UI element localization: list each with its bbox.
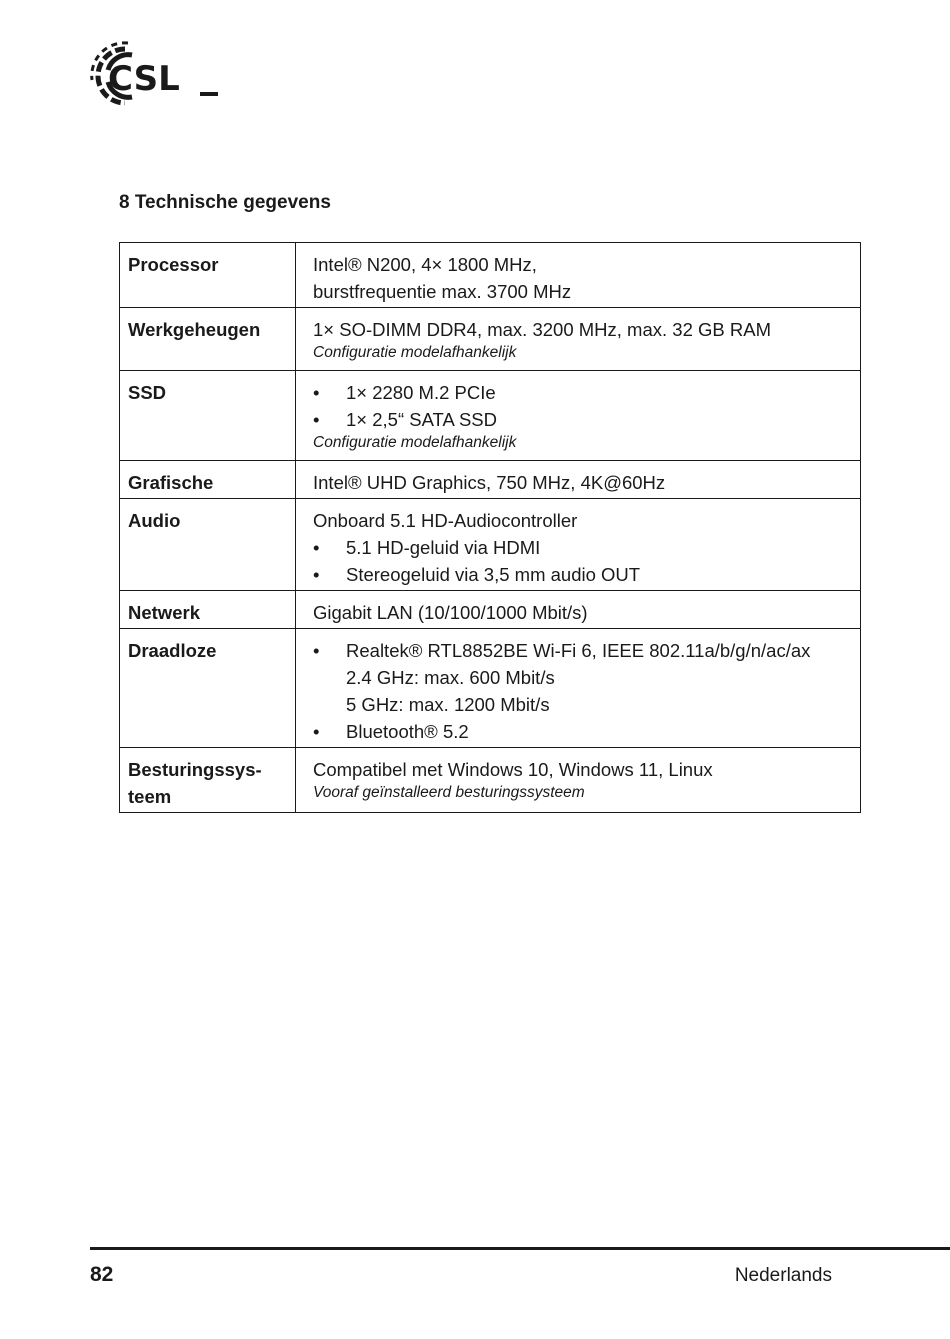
spec-value: [296, 308, 861, 371]
spec-label: [120, 748, 296, 813]
table-row-network: [120, 591, 861, 629]
csl-logo: [88, 40, 222, 112]
page-number: 82: [90, 1263, 114, 1286]
bullet-marker: •: [313, 564, 320, 585]
spec-line: Compatibel met Windows 10, Windows 11, Linux: [313, 759, 713, 780]
bullet-item: [313, 718, 850, 745]
svg-text:CSL: CSL: [108, 59, 180, 99]
bullet-marker: •: [313, 409, 320, 430]
spec-value: [296, 461, 861, 499]
spec-line: 2.4 GHz: max. 600 Mbit/s: [346, 667, 555, 688]
table-row-memory: [120, 308, 861, 371]
spec-line: Intel® N200, 4× 1800 MHz,: [313, 254, 537, 275]
table-row-ssd: [120, 371, 861, 461]
spec-value: [296, 243, 861, 308]
spec-label-line: Besturingssys-: [128, 759, 262, 780]
spec-note: Vooraf geïnstalleerd besturingssysteem: [313, 784, 585, 801]
section-title: 8 Technische gegevens: [119, 192, 331, 213]
spec-label-line: teem: [128, 786, 172, 807]
bullet-marker: •: [313, 537, 320, 558]
table-row-audio: [120, 499, 861, 591]
spec-line: 1× SO-DIMM DDR4, max. 3200 MHz, max. 32 GB RAM: [313, 319, 771, 340]
table-row-wireless: [120, 629, 861, 748]
table-row-graphics: [120, 461, 861, 499]
spec-label: Werkgeheugen: [120, 308, 296, 371]
spec-line: Onboard 5.1 HD-Audiocontroller: [313, 510, 578, 531]
language-label: Nederlands: [734, 1265, 832, 1286]
spec-line: 5 GHz: max. 1200 Mbit/s: [346, 694, 550, 715]
spec-value: [296, 499, 861, 591]
footer-divider: [90, 1247, 950, 1250]
spec-label: SSD: [120, 371, 296, 461]
bullet-marker: •: [313, 640, 320, 661]
spec-label: Processor: [120, 243, 296, 308]
bullet-item: [313, 379, 850, 406]
spec-line: Intel® UHD Graphics, 750 MHz, 4K@60Hz: [313, 472, 666, 493]
spec-note: Configuratie modelafhankelijk: [313, 344, 517, 361]
bullet-text: Bluetooth® 5.2: [346, 721, 469, 742]
spec-value: [296, 371, 861, 461]
spec-value: [296, 748, 861, 813]
table-row-os: [120, 748, 861, 813]
bullet-marker: •: [313, 721, 320, 742]
spec-line: burstfrequentie max. 3700 MHz: [313, 281, 572, 302]
bullet-text: Stereogeluid via 3,5 mm audio OUT: [346, 564, 641, 585]
bullet-item: [313, 561, 850, 588]
spec-value: [296, 591, 861, 629]
spec-value: [296, 629, 861, 748]
spec-label: Audio: [120, 499, 296, 591]
bullet-text: 1× 2280 M.2 PCIe: [346, 382, 496, 403]
bullet-item: [313, 534, 850, 561]
spec-label: Netwerk: [120, 591, 296, 629]
bullet-text: 1× 2,5“ SATA SSD: [346, 409, 497, 430]
spec-line: Gigabit LAN (10/100/1000 Mbit/s): [313, 602, 588, 623]
bullet-text: Realtek® RTL8852BE Wi-Fi 6, IEEE 802.11a/b/g/n/ac/ax: [346, 640, 811, 661]
spec-table: [119, 242, 861, 813]
bullet-text: 5.1 HD-geluid via HDMI: [346, 537, 541, 558]
bullet-item: [313, 637, 850, 664]
spec-note: Configuratie modelafhankelijk: [313, 434, 517, 451]
bullet-item: [313, 406, 850, 433]
spec-label: Grafische: [120, 461, 296, 499]
bullet-marker: •: [313, 382, 320, 403]
table-row-processor: [120, 243, 861, 308]
spec-label: Draadloze: [120, 629, 296, 748]
